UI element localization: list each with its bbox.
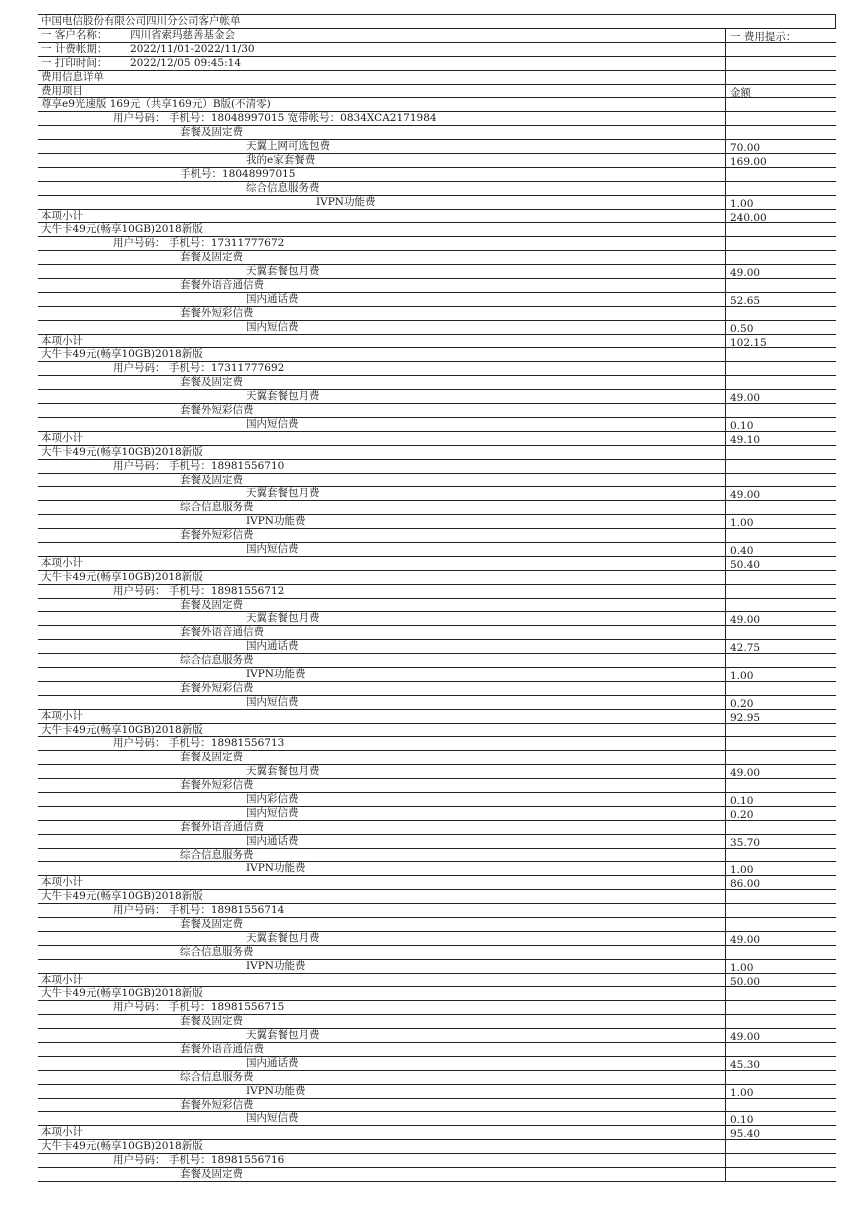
group-row [38,571,836,585]
fee-tip-cell [725,57,836,70]
item-label: 尊享e9光速版 169元（共享169元）B版(不清零) [41,98,271,111]
item-amount [725,1140,836,1153]
item-amount [725,1071,836,1084]
table-row [38,737,836,751]
item-label: 天翼套餐包月费 [246,390,320,403]
item-label: 本项小计 [41,556,83,569]
group-row [38,876,836,890]
table-row [38,1154,836,1168]
item-label: 综合信息服务费 [180,654,254,667]
bill-table [38,14,836,1182]
item-amount [725,571,836,584]
table-row [38,126,836,140]
item-label: 用户号码： 手机号：17311777692 [113,362,285,375]
table-row [38,112,836,126]
fee-tip-cell [725,71,836,84]
item-label: 套餐及固定费 [180,1015,243,1028]
item-amount [725,460,836,473]
item-label: IVPN功能费 [246,862,306,875]
item-amount: 49.00 [725,765,836,778]
item-label: 套餐外语音通信费 [180,279,264,292]
table-row [38,626,836,640]
table-row [38,418,836,432]
item-label: 套餐外短彩信费 [180,529,254,542]
item-amount: 52.65 [725,293,836,306]
table-row [38,918,836,932]
period-row [38,43,836,57]
table-row [38,251,836,265]
item-amount [725,904,836,917]
item-amount [725,585,836,598]
customer-row [38,29,836,43]
customer-name: 四川省索玛慈善基金会 [130,29,235,41]
item-amount [725,654,836,667]
item-amount: 240.00 [725,210,836,223]
item-label: 套餐及固定费 [180,918,243,930]
item-amount [725,404,836,417]
item-amount [725,751,836,764]
item-label: 套餐外语音通信费 [180,626,264,639]
item-amount: 50.40 [725,557,836,570]
item-amount: 95.40 [725,1126,836,1139]
table-row [38,821,836,835]
item-label: 国内短信费 [246,806,299,819]
item-label: IVPN功能费 [246,1084,306,1097]
group-row [38,974,836,988]
table-row [38,654,836,668]
item-label: 套餐外短彩信费 [180,681,254,694]
print-time-row [38,57,836,71]
item-amount: 0.20 [725,696,836,709]
item-amount [725,376,836,389]
table-row [38,960,836,974]
table-row [38,668,836,682]
item-amount [725,890,836,903]
table-row [38,168,836,182]
item-label: 套餐及固定费 [180,751,243,764]
table-row [38,946,836,960]
item-label: 套餐及固定费 [180,473,243,486]
group-row [38,557,836,571]
item-label: 国内通话费 [246,1056,299,1069]
item-label: 我的e家套餐费 [246,154,316,167]
item-amount [725,737,836,750]
item-label: 国内通话费 [246,834,299,847]
item-amount [725,112,836,125]
item-label: 套餐及固定费 [180,126,243,139]
item-amount: 50.00 [725,974,836,987]
item-label: IVPN功能费 [246,515,306,528]
table-row [38,140,836,154]
table-row [38,237,836,251]
table-row [38,154,836,168]
item-amount: 0.10 [725,1112,836,1125]
item-amount [725,1168,836,1181]
table-row [38,474,836,488]
period-label: 一 计费帐期： [41,42,108,55]
table-row [38,751,836,765]
item-label: 套餐外短彩信费 [180,1098,254,1111]
group-row [38,432,836,446]
print-time-value: 2022/12/05 09:45:14 [130,56,242,69]
table-row [38,182,836,196]
table-row [38,932,836,946]
group-row [38,446,836,460]
table-row [38,765,836,779]
item-label: 国内短信费 [246,417,299,430]
table-row [38,1099,836,1113]
item-amount [725,126,836,139]
item-amount [725,223,836,236]
item-label: 国内彩信费 [246,792,299,805]
table-row [38,1057,836,1071]
item-label: 国内短信费 [246,695,299,708]
table-row [38,793,836,807]
item-label: 天翼套餐包月费 [246,765,320,778]
item-label: 大牛卡49元(畅享10GB)2018新版 [41,1140,203,1153]
table-row [38,543,836,557]
item-label: 用户号码： 手机号：17311777672 [113,237,285,250]
item-label: 套餐及固定费 [180,1168,243,1181]
item-amount: 1.00 [725,668,836,681]
item-label: 大牛卡49元(畅享10GB)2018新版 [41,223,203,236]
group-row [38,1140,836,1154]
item-label: 综合信息服务费 [180,848,254,861]
item-amount [725,182,836,195]
table-row [38,1085,836,1099]
right-border [835,15,836,28]
item-label: 套餐及固定费 [180,376,243,389]
item-label: 用户号码： 手机号：18981556716 [113,1154,285,1167]
item-label: 本项小计 [41,876,83,889]
item-amount: 42.75 [725,640,836,653]
section-title-row [38,71,836,85]
table-row [38,779,836,793]
item-label: 国内短信费 [246,542,299,555]
table-row [38,487,836,501]
table-row [38,696,836,710]
item-label: 套餐外语音通信费 [180,820,264,833]
item-amount [725,251,836,264]
item-amount: 49.00 [725,1029,836,1042]
item-amount: 1.00 [725,515,836,528]
item-amount [725,849,836,862]
table-row [38,612,836,626]
column-header-amount: 金额 [725,85,836,98]
item-label: 本项小计 [41,334,83,347]
column-header-item: 费用项目 [41,84,83,97]
item-label: 本项小计 [41,709,83,722]
item-label: 套餐外短彩信费 [180,404,254,417]
item-amount: 1.00 [725,960,836,973]
item-amount: 0.10 [725,418,836,431]
item-amount: 49.00 [725,265,836,278]
item-amount [725,1154,836,1167]
table-row [38,599,836,613]
item-label: IVPN功能费 [246,667,306,680]
item-label: 用户号码： 手机号：18981556713 [113,737,285,750]
item-label: 国内通话费 [246,640,299,653]
group-row [38,1126,836,1140]
table-row [38,862,836,876]
item-label: 用户号码： 手机号：18981556712 [113,584,285,597]
item-label: 大牛卡49元(畅享10GB)2018新版 [41,890,203,903]
item-amount [725,1001,836,1014]
item-amount: 49.00 [725,390,836,403]
item-label: 国内短信费 [246,320,299,333]
table-row [38,1015,836,1029]
item-label: 用户号码： 手机号：18981556715 [113,1001,285,1014]
item-amount [725,821,836,834]
item-label: 国内短信费 [246,1112,299,1125]
item-label: 套餐及固定费 [180,598,243,611]
table-row [38,1168,836,1182]
bill-title-row [38,14,836,29]
group-row [38,98,836,112]
item-amount [725,446,836,459]
item-label: 本项小计 [41,209,83,222]
section-title: 费用信息详单 [41,70,104,83]
item-label: 综合信息服务费 [180,501,254,514]
item-amount: 86.00 [725,876,836,889]
item-label: 大牛卡49元(畅享10GB)2018新版 [41,987,203,1000]
item-amount [725,348,836,361]
fee-tip-label: 一 费用提示： [725,29,836,42]
table-row [38,1029,836,1043]
item-amount: 70.00 [725,140,836,153]
item-amount: 0.40 [725,543,836,556]
table-row [38,196,836,210]
table-row [38,904,836,918]
item-label: 本项小计 [41,973,83,986]
table-row [38,640,836,654]
table-row [38,529,836,543]
item-amount: 49.00 [725,932,836,945]
item-label: 天翼套餐包月费 [246,612,320,625]
item-amount [725,501,836,514]
item-label: 大牛卡49元(畅享10GB)2018新版 [41,348,203,361]
item-amount: 1.00 [725,862,836,875]
item-label: 手机号：18048997015 [180,167,296,180]
item-label: 综合信息服务费 [180,1070,254,1083]
item-label: 天翼套餐包月费 [246,931,320,944]
item-amount: 0.10 [725,793,836,806]
item-amount [725,779,836,792]
table-row [38,849,836,863]
item-amount: 0.20 [725,807,836,820]
item-label: 天翼套餐包月费 [246,265,320,278]
item-amount: 1.00 [725,1085,836,1098]
table-row [38,279,836,293]
item-label: 套餐外短彩信费 [180,779,254,792]
item-label: 综合信息服务费 [246,181,320,194]
item-amount [725,1015,836,1028]
item-amount: 49.10 [725,432,836,445]
table-row [38,390,836,404]
item-amount [725,1043,836,1056]
item-label: 套餐外短彩信费 [180,306,254,319]
item-label: 天翼套餐包月费 [246,1029,320,1042]
item-amount [725,682,836,695]
fee-tip-cell [725,43,836,56]
customer-label: 一 客户名称： [41,29,108,41]
item-amount [725,946,836,959]
item-amount [725,98,836,111]
group-row [38,348,836,362]
table-row [38,515,836,529]
item-amount [725,168,836,181]
item-label: 套餐及固定费 [180,251,243,264]
group-row [38,335,836,349]
item-label: IVPN功能费 [246,959,306,972]
item-amount [725,724,836,737]
table-row [38,585,836,599]
table-row [38,1043,836,1057]
table-row [38,265,836,279]
item-amount: 35.70 [725,835,836,848]
item-amount: 102.15 [725,335,836,348]
item-amount [725,362,836,375]
item-label: 本项小计 [41,1126,83,1139]
group-row [38,710,836,724]
item-label: 大牛卡49元(畅享10GB)2018新版 [41,445,203,458]
group-row [38,987,836,1001]
item-label: 套餐外语音通信费 [180,1043,264,1056]
item-amount: 49.00 [725,612,836,625]
group-row [38,223,836,237]
table-row [38,307,836,321]
item-amount [725,474,836,487]
table-row [38,362,836,376]
period-value: 2022/11/01-2022/11/30 [130,42,255,55]
column-header-row [38,85,836,99]
item-amount: 0.50 [725,321,836,334]
table-row [38,293,836,307]
table-row [38,682,836,696]
item-amount [725,626,836,639]
item-label: IVPN功能费 [316,195,376,208]
table-row [38,807,836,821]
group-row [38,890,836,904]
table-row [38,376,836,390]
item-amount [725,599,836,612]
item-amount [725,987,836,1000]
item-label: 国内通话费 [246,292,299,305]
item-label: 大牛卡49元(畅享10GB)2018新版 [41,570,203,583]
table-row [38,404,836,418]
item-amount [725,237,836,250]
item-amount: 45.30 [725,1057,836,1070]
item-label: 用户号码： 手机号：18981556710 [113,459,285,472]
table-row [38,1001,836,1015]
item-amount [725,279,836,292]
group-row [38,724,836,738]
table-row [38,1112,836,1126]
item-amount [725,918,836,931]
item-amount [725,529,836,542]
table-row [38,460,836,474]
detail-rows [38,98,836,1181]
item-amount [725,1099,836,1112]
item-amount: 92.95 [725,710,836,723]
print-time-label: 一 打印时间： [41,56,108,69]
item-amount: 1.00 [725,196,836,209]
table-row [38,501,836,515]
item-label: 天翼上网可选包费 [246,140,330,153]
item-amount: 49.00 [725,487,836,500]
item-amount: 169.00 [725,154,836,167]
item-label: 用户号码： 手机号：18048997015 宽带帐号：0834XCA2171984 [113,112,437,125]
table-row [38,1071,836,1085]
item-label: 综合信息服务费 [180,945,254,958]
item-amount [725,307,836,320]
item-label: 大牛卡49元(畅享10GB)2018新版 [41,723,203,736]
table-row [38,321,836,335]
bill-title: 中国电信股份有限公司四川分公司客户帐单 [41,15,241,27]
item-label: 天翼套餐包月费 [246,487,320,500]
item-label: 本项小计 [41,431,83,444]
table-row [38,835,836,849]
group-row [38,210,836,224]
item-label: 用户号码： 手机号：18981556714 [113,904,285,917]
